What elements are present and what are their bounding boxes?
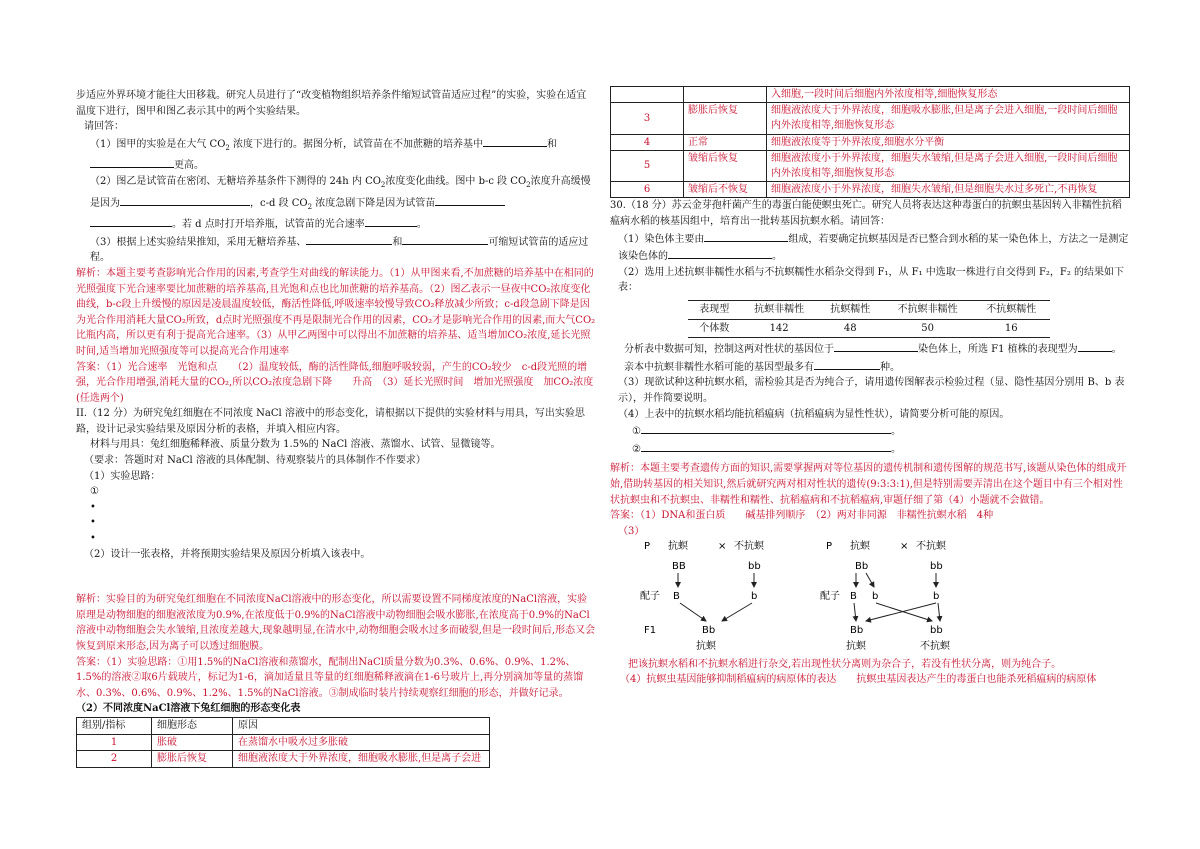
gamete-label: 配子 xyxy=(640,591,660,603)
offspring-resistant: 抗螟 xyxy=(696,641,716,652)
table-header: 原因 xyxy=(233,717,490,734)
genotype-bb: bb xyxy=(930,561,943,573)
circle-1: ① xyxy=(90,486,99,498)
phenotype-header: 抗螟非糯性 xyxy=(740,300,817,319)
phenotype-header: 不抗螟非糯性 xyxy=(883,300,973,319)
phenotype-header: 不抗螟糯性 xyxy=(973,300,1050,319)
question-30-2b: 分析表中数据可知，控制这两对性状的基因位于 染色体上，所选 F1 植株的表现型为 。亲本中抗螟非糯性水稻可能的基因型最多有 种。 xyxy=(610,340,1130,375)
answer-1: 答案：（1）光合速率 光饱和点 （2）温度较低，酶的活性降低,细胞呼吸较弱，产生的CO₂较少 c-d段光照的增强，光合作用增强,消耗大量的CO₂,所以CO₂浓度急剧下降 升高 （3）延长光照时间 增加光照强度 加CO₂浓度(任选两个) xyxy=(76,361,594,404)
offspring-nonresistant: 不抗螟 xyxy=(920,641,950,652)
question-prompt: 请回答： xyxy=(84,121,124,133)
question-3: （3）根据上述实验结果推知，采用无糖培养基、 和 可缩短试管苗的适应过程。 xyxy=(76,233,596,266)
p-label: P xyxy=(826,541,833,553)
table-cell: 细胞液浓度小于外界浓度，细胞失水皱缩,但是细胞失水过多死亡,不再恢复 xyxy=(767,182,1130,198)
table-cell: 2 xyxy=(77,751,152,768)
table-header-row xyxy=(77,717,490,734)
phenotype-header: 抗螟糯性 xyxy=(818,300,883,319)
phenotype-header-row xyxy=(688,300,1050,319)
left-column xyxy=(76,88,596,768)
table-cell: 细胞液浓度大于外界浓度，细胞吸水膨胀,但是离子会进 xyxy=(233,751,490,768)
phenotype-header: 表现型 xyxy=(688,300,740,319)
table-cell: 5 xyxy=(611,150,684,181)
genotype-bb: bb xyxy=(748,561,761,573)
offspring-resistant: 抗螟 xyxy=(846,641,866,652)
answer-line-1: ① 。 xyxy=(610,422,1130,440)
table-cell: 在蒸馏水中吸水过多胀破 xyxy=(233,734,490,751)
answer-3: 答案：（1）DNA和蛋白质 碱基排列顺序 （2）两对非同源 非糯性抗螟水稻 4种 xyxy=(610,510,994,522)
genotype-BB: BB xyxy=(672,561,686,573)
gamete-label: 配子 xyxy=(820,591,840,603)
cross-symbol: × xyxy=(900,541,909,553)
result-table-continued xyxy=(610,86,1130,198)
genotype-Bb: Bb xyxy=(702,625,716,637)
arrow xyxy=(722,603,752,621)
table-cell: 细胞液浓度大于外界浓度，细胞吸水膨胀,但是离子会进入细胞,一段时间后细胞内外浓度相等,细胞恢复形态 xyxy=(767,103,1130,134)
intro-paragraph: 步适应外界环境才能往大田移栽。研究人员进行了“改变植物组织培养条件缩短试管苗适应过程”的实验，实验在适宜温度下进行，图甲和图乙表示其中的两个实验结果。 xyxy=(76,90,587,117)
gamete-b: b xyxy=(933,591,940,603)
table-cell: 细胞液浓度等于外界浓度,细胞水分平衡 xyxy=(767,134,1130,150)
phenotype-value: 48 xyxy=(818,319,883,338)
table-cell: 皱缩后不恢复 xyxy=(684,182,767,198)
table-cell: 正常 xyxy=(684,134,767,150)
parent-nonresistant: 不抗螟 xyxy=(916,541,946,553)
table-row xyxy=(611,182,1130,198)
genotype-Bb: Bb xyxy=(850,625,864,637)
phenotype-value-row xyxy=(688,319,1050,338)
table-cell xyxy=(611,87,684,103)
table-header: 细胞形态 xyxy=(152,717,233,734)
table-row xyxy=(611,134,1130,150)
table-header: 组别/指标 xyxy=(77,717,152,734)
question-2: （2）图乙是试管苗在密闭、无糖培养基条件下测得的 24h 内 $CO_2$浓度变化曲线。图中 b-c 段 $CO_2$浓度升高缓慢是因为 ，c-d 段 $CO_2$ 浓度急剧下降是因为试管苗 。若 d 点时打开培养瓶，试管苗的光合速率 。 xyxy=(90,175,591,231)
parent-resistant: 抗螟 xyxy=(850,541,870,553)
requirement: （要求：答题时对 NaCl 溶液的具体配制、待观察装片的具体制作不作要求） xyxy=(84,455,426,467)
question-30: 30.（18 分）苏云金芽孢杆菌产生的毒蛋白能使螟虫死亡。研究人员将表达这种毒蛋白的抗螟虫基因转入非糯性抗稻瘟病水稻的核基因组中，培育出一批转基因抗螟水稻。请回答： xyxy=(610,200,1122,228)
parent-nonresistant: 不抗螟 xyxy=(734,541,764,553)
answer-line-2: ② 。 xyxy=(610,440,1130,458)
bullet-3: • xyxy=(90,533,96,545)
arrow xyxy=(866,573,874,587)
table-cell: 3 xyxy=(611,103,684,134)
sub-question-1: （1）实验思路： xyxy=(84,470,161,482)
heterozygous-cross xyxy=(820,539,951,651)
bullet-1: • xyxy=(90,501,96,513)
analysis-1: 解析：本题主要考查影响光合作用的因素,考查学生对曲线的解读能力。（1）从甲图来看,不加蔗糖的培养基中在相同的光照强度下光合速率要比加蔗糖的培养基高,且光饱和点也比加蔗糖的培养基高。（2）图乙表示一昼夜中CO₂浓度变化曲线，b-c段上升缓慢的原因是凌晨温度较低，酶活性降低,呼吸速率较慢导致CO₂释放减少所致；c-d段急剧下降是因为光合作用消耗大量CO₂所致，d点时光照强度不再是限制光合作用的因素，CO₂才是影响光合作用的因素,而大气CO₂比瓶内高，所以更有利于提高光合速率。（3）从甲乙两图中可以得出不加蔗糖的培养基、适当增加CO₂浓度,延长光照时间,适当增加光照强度等可以提高光合作用速率 xyxy=(76,267,596,357)
analysis-2: 解析：实验目的为研究兔红细胞在不同浓度NaCl溶液中的形态变化，所以需要设置不同梯度浓度的NaCl溶液，实验原理是动物细胞的细胞液浓度为0.9%,在浓度低于0.9%的NaCl溶液中动物细胞会吸水膨胀,在浓度高于0.9%的NaCl溶液中动物细胞会失水皱缩,且浓度差越大,现象越明显,在清水中,动物细胞会吸水过多而破裂,但是一段时间后,形态又会恢复到原来形态,因为离子可以透过细胞膜。 xyxy=(76,594,596,652)
phenotype-table xyxy=(688,300,1050,338)
table-caption: （2）不同浓度NaCl溶液下兔红细胞的形态变化表 xyxy=(76,703,301,715)
table-cell xyxy=(684,87,767,103)
table-cell: 皱缩后恢复 xyxy=(684,150,767,181)
question-II: II.（12 分）为研究兔红细胞在不同浓度 NaCl 溶液中的形态变化，请根据以下提供的实验材料与用具，写出实验思路，设计记录实验结果及原因分析的表格，并填入相应内容。 xyxy=(76,408,585,435)
table-cell: 膨胀后恢复 xyxy=(684,103,767,134)
answer-3-part4: （4）抗螟虫基因能够抑制稻瘟病的病原体的表达 抗螟虫基因表达产生的毒蛋白也能杀死稻瘟病的病原体 xyxy=(620,674,1097,686)
sub-question-2: （2）设计一张表格，并将预期实验结果及原因分析填入该表中。 xyxy=(84,548,371,560)
table-cell: 细胞液浓度小于外界浓度，细胞失水皱缩,但是离子会进入细胞,一段时间后细胞内外浓度相等,细胞恢复形态 xyxy=(767,150,1130,181)
p-label: P xyxy=(644,541,651,553)
analysis-3: 解析：本题主要考查遗传方面的知识,需要掌握两对等位基因的遗传机制和遗传图解的规范书写,该题从染色体的组成开始,借助转基因的相关知识,然后就研究两对相对性状的遗传(9:3:3:1),但是特别需要弄清出在这个题目中有三个相对性状抗螟虫和不抗螟虫、非糯性和糯性、抗稻瘟病和不抗稻瘟病,审题仔细了第（4）小题就不会做错。 xyxy=(610,463,1127,506)
right-column xyxy=(610,86,1130,688)
gamete-b: b xyxy=(751,591,758,603)
table-cell: 6 xyxy=(611,182,684,198)
bullet-2: • xyxy=(90,517,96,529)
question-30-2: （2）选用上述抗螟非糯性水稻与不抗螟糯性水稻杂交得到 F₁，从 F₁ 中选取一株进行自交得到 F₂，F₂ 的结果如下表： xyxy=(618,266,1125,294)
arrow xyxy=(854,603,856,621)
question-30-3: （3）现欲试种这种抗螟水稻，需检验其是否为纯合子，请用遗传图解表示检验过程（显、隐性基因分别用 B、b 表示），并作简要说明。 xyxy=(618,377,1125,404)
phenotype-value: 16 xyxy=(973,319,1050,338)
table-cell: 4 xyxy=(611,134,684,150)
question-1: （1）图甲的实验是在大气 $CO_2$ 浓度下进行的。据图分析，试管苗在不加蔗糖的培养基中 和 更高。 xyxy=(76,135,596,174)
arrow xyxy=(938,603,940,621)
genotype-bb: bb xyxy=(930,625,943,637)
genetic-cross-diagram xyxy=(610,539,1130,651)
gamete-B: B xyxy=(673,591,680,603)
conclusion: 把该抗螟水稻和不抗螟水稻进行杂交,若出现性状分离则为杂合子，若没有性状分离，则为纯合子。 xyxy=(628,658,1062,670)
materials: 材料与用具：兔红细胞稀释液、质量分数为 1.5%的 NaCl 溶液、蒸馏水、试管、显微镜等。 xyxy=(90,439,501,451)
question-30-4: （4）上表中的抗螟水稻均能抗稻瘟病（抗稻瘟病为显性性状），请简要分析可能的原因。 xyxy=(618,408,1010,420)
answer-3-part3: （3） xyxy=(618,525,645,537)
phenotype-value: 50 xyxy=(883,319,973,338)
table-row xyxy=(77,751,490,768)
table-cell: 膨胀后恢复 xyxy=(152,751,233,768)
arrow xyxy=(866,603,936,621)
f1-label: F1 xyxy=(644,625,657,637)
parent-resistant: 抗螟 xyxy=(668,541,688,553)
table-row xyxy=(77,734,490,751)
table-row xyxy=(611,87,1130,103)
gamete-b: b xyxy=(872,591,879,603)
question-30-1: （1）染色体主要由 组成，若要确定抗螟基因是否已整合到水稻的某一染色体上，方法之一是测定该染色体的 。 xyxy=(610,230,1130,265)
homozygous-cross xyxy=(640,539,765,651)
result-table xyxy=(76,717,490,768)
table-cell: 入细胞,一段时间后细胞内外浓度相等,细胞恢复形态 xyxy=(767,87,1130,103)
genotype-Bb: Bb xyxy=(855,561,869,573)
table-cell: 1 xyxy=(77,734,152,751)
table-cell: 胀破 xyxy=(152,734,233,751)
phenotype-value: 142 xyxy=(740,319,817,338)
table-row xyxy=(611,103,1130,134)
table-row xyxy=(611,150,1130,181)
arrow xyxy=(680,603,706,621)
gamete-B: B xyxy=(850,591,857,603)
phenotype-value: 个体数 xyxy=(688,319,740,338)
cross-symbol: × xyxy=(718,541,727,553)
answer-2: 答案：（1）实验思路：①用1.5%的NaCl溶液和蒸馏水，配制出NaCl质量分数为0.3%、0.6%、0.9%、1.2%、1.5%的溶液②取6片载玻片，标记为1-6，滴加适量且等量的红细胞稀释液滴在1-6号玻片上,再分别滴加等量的蒸馏水、0.3%、0.6%、0.9%、1.2%、1.5%的NaCl溶液。③制成临时装片持续观察红细胞的形态，并做好记录。 xyxy=(76,656,584,699)
